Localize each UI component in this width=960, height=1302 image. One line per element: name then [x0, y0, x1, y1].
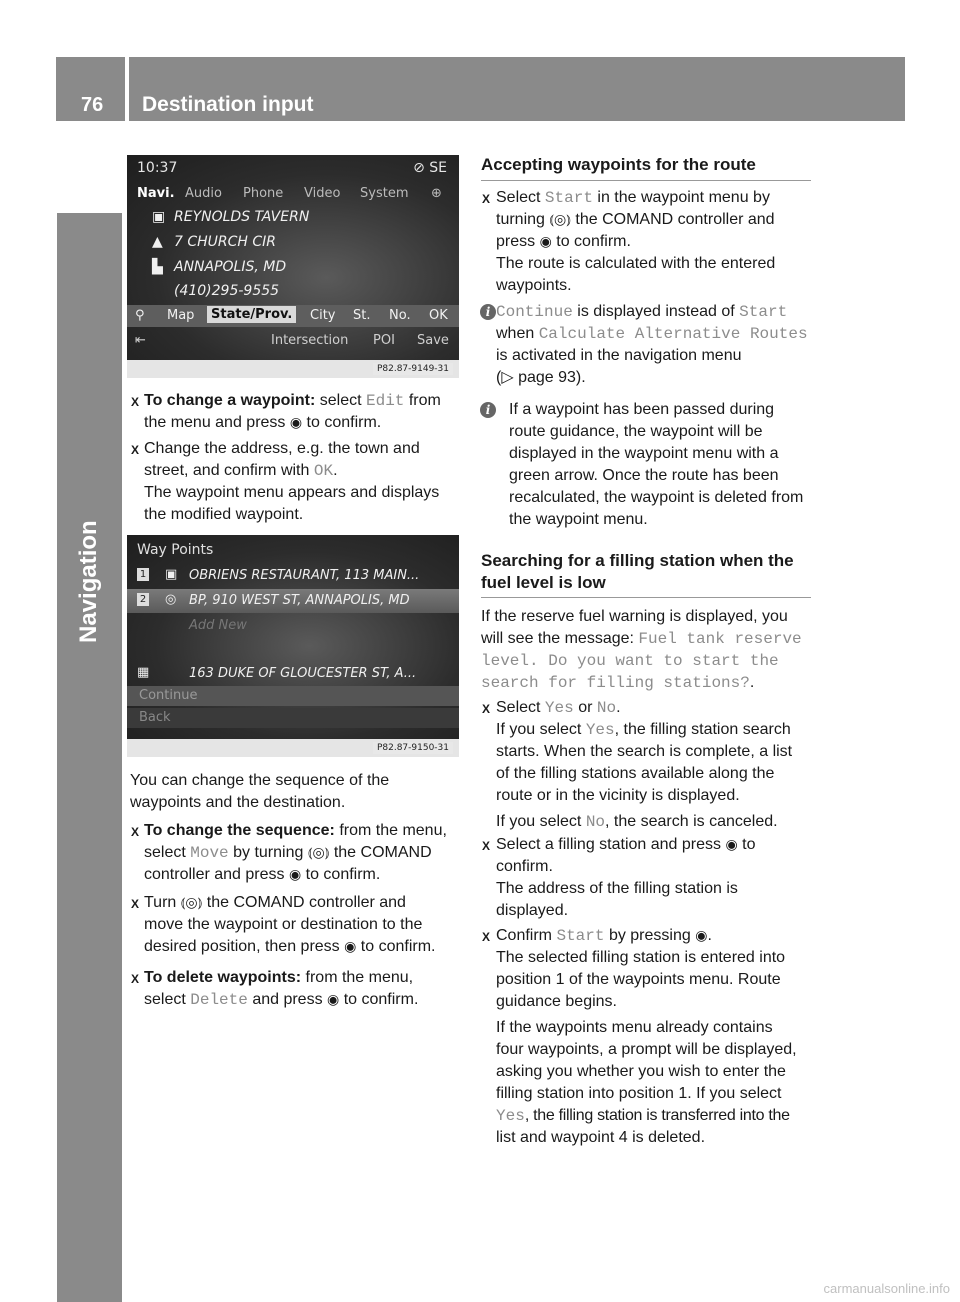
image-caption: P82.87-9149-31	[373, 363, 453, 375]
step-change-sequence: To change the sequence: from the menu, select Move by turning ⦅◎⦆ the COMAND controller and press ◉ to confirm.	[144, 822, 447, 883]
step-select-station: Select a filling station and press ◉ to confirm. The address of the filling station is displayed.	[496, 836, 756, 919]
voice-icon[interactable]: ⚲	[135, 308, 145, 323]
back-icon[interactable]: ⇤	[135, 333, 146, 348]
section-label: Navigation	[75, 520, 102, 643]
status-bar	[127, 155, 459, 181]
secondary-tabs	[127, 330, 459, 352]
press-controller-icon: ◉	[288, 867, 302, 883]
navigation-screenshot-1	[127, 155, 459, 378]
tab-street[interactable]: St.	[353, 308, 371, 323]
step-arrow-icon: X	[131, 972, 140, 986]
tab-city[interactable]: City	[310, 308, 336, 323]
section-heading-filling-station: Searching for a filling station when the fuel level is low	[481, 551, 794, 592]
step-arrow-icon: X	[482, 702, 491, 716]
press-controller-icon: ◉	[344, 939, 357, 955]
main-menu	[127, 182, 459, 206]
header-divider	[125, 57, 129, 121]
entry-name: ▣ REYNOLDS TAVERN	[152, 209, 310, 225]
poi-icon: ▣	[165, 567, 178, 582]
tab-poi[interactable]: POI	[373, 333, 395, 348]
info-waypoint-passed: If a waypoint has been passed during route guidance, the waypoint will be displayed in the waypoint menu with a green arrow. Once the route has been recalculated, the waypoint is deleted from the waypoint menu.	[509, 401, 804, 528]
waypoint-row-2[interactable]: 2 ◎ BP, 910 WEST ST, ANNAPOLIS, MD	[127, 589, 459, 613]
section-sidebar	[57, 213, 122, 1302]
tab-ok[interactable]: OK	[429, 308, 448, 323]
entry-street: ▲ 7 CHURCH CIR	[152, 234, 277, 250]
city-icon: ▙	[152, 259, 163, 275]
info-icon: i	[480, 304, 496, 320]
fuel-warning-paragraph: If the reserve fuel warning is displayed, you will see the message: Fuel tank reserve level. Do you want to start the search for filling stations?.	[481, 608, 802, 692]
press-controller-icon: ◉	[695, 928, 708, 944]
heading-rule	[481, 597, 811, 598]
step-arrow-icon: X	[131, 443, 140, 457]
address-tabs	[127, 305, 459, 327]
press-controller-icon: ◉	[289, 415, 303, 431]
fuel-icon: ◎	[165, 592, 177, 607]
info-icon: i	[480, 402, 496, 418]
tab-save[interactable]: Save	[417, 333, 449, 348]
menu-system[interactable]: System	[360, 186, 409, 201]
section-heading-accepting: Accepting waypoints for the route	[481, 155, 756, 174]
press-controller-icon: ◉	[539, 234, 552, 250]
waypoint-row-1[interactable]: 1 ▣ OBRIENS RESTAURANT, 113 MAIN...	[127, 564, 459, 588]
page-header	[56, 57, 905, 121]
waypoint-row-add[interactable]: Add New	[189, 618, 247, 633]
step-confirm-start: Confirm Start by pressing ◉. The selected filling station is entered into position 1 of the waypoints menu. Route guidance begins. If the waypoints menu already contains four waypoints, a prompt will be displayed, asking you whether you wish to enter the filling station into position 1. If you select Yes, the filling station is transferred into the list and waypoint 4 is deleted.	[496, 927, 797, 1146]
step-arrow-icon: X	[482, 930, 491, 944]
menu-audio[interactable]: Audio	[185, 186, 222, 201]
step-arrow-icon: X	[131, 395, 140, 409]
press-controller-icon: ◉	[725, 837, 738, 853]
entry-phone: (410)295-9555	[174, 283, 280, 299]
step-select-yes-no: Select Yes or No. If you select Yes, the filling station search starts. When the search is complete, a list of the filling stations available along the route or in the vicinity is displayed. If you select No, the search is canceled.	[496, 699, 793, 831]
step-select-start: Select Start in the waypoint menu by turning ⦅◎⦆ the COMAND controller and press ◉ to confirm. The route is calculated with the entered waypoints.	[496, 189, 776, 294]
waypoints-title: Way Points	[137, 542, 214, 558]
entry-city: ▙ ANNAPOLIS, MD	[152, 259, 287, 275]
tab-map[interactable]: Map	[167, 308, 195, 323]
step-change-waypoint: To change a waypoint: select Edit from the menu and press ◉ to confirm.	[144, 392, 441, 431]
turn-controller-icon: ⦅◎⦆	[549, 212, 571, 228]
heading-rule	[481, 180, 811, 181]
step-arrow-icon: X	[131, 897, 140, 911]
watermark: carmanualsonline.info	[823, 1281, 950, 1296]
waypoint-row-destination[interactable]: ▦ 163 DUKE OF GLOUCESTER ST, A...	[137, 665, 417, 681]
back-button[interactable]: Back	[127, 708, 459, 728]
continue-button[interactable]: Continue	[127, 686, 459, 706]
step-change-address: Change the address, e.g. the town and street, and confirm with OK. The waypoint menu appears and displays the modified waypoint.	[144, 440, 440, 523]
turn-controller-icon: ⦅◎⦆	[307, 845, 330, 861]
page-number: 76	[81, 94, 104, 116]
info-continue: Continue is displayed instead of Start when Calculate Alternative Routes is activated in the navigation menu (▷ page 93).	[496, 303, 808, 386]
page-ref-icon: ▷	[501, 369, 514, 386]
tab-state[interactable]: State/Prov.	[207, 306, 296, 323]
step-arrow-icon: X	[131, 825, 140, 839]
menu-phone[interactable]: Phone	[243, 186, 284, 201]
intro-paragraph: You can change the sequence of the waypoints and the destination.	[130, 772, 390, 811]
tab-intersection[interactable]: Intersection	[271, 333, 349, 348]
menu-video[interactable]: Video	[304, 186, 341, 201]
navigation-screenshot-2	[127, 535, 459, 757]
tab-number[interactable]: No.	[389, 308, 411, 323]
checkered-flag-icon: ▦	[137, 665, 150, 680]
compass: ⊘ SE	[413, 160, 447, 176]
step-turn: Turn ⦅◎⦆ the COMAND controller and move the waypoint or destination to the desired position, then press ◉ to confirm.	[144, 894, 436, 955]
globe-icon: ⊕	[431, 186, 442, 201]
clock: 10:37	[137, 160, 178, 176]
step-arrow-icon: X	[482, 192, 491, 206]
poi-icon: ▣	[152, 209, 166, 225]
image-caption: P82.87-9150-31	[373, 742, 453, 754]
press-controller-icon: ◉	[327, 992, 340, 1008]
turn-controller-icon: ⦅◎⦆	[180, 895, 203, 911]
step-arrow-icon: X	[482, 839, 491, 853]
page-title: Destination input	[142, 93, 314, 116]
step-delete-waypoints: To delete waypoints: from the menu, select Delete and press ◉ to confirm.	[144, 969, 419, 1009]
menu-navi[interactable]: Navi.	[137, 186, 175, 201]
street-icon: ▲	[152, 234, 163, 250]
